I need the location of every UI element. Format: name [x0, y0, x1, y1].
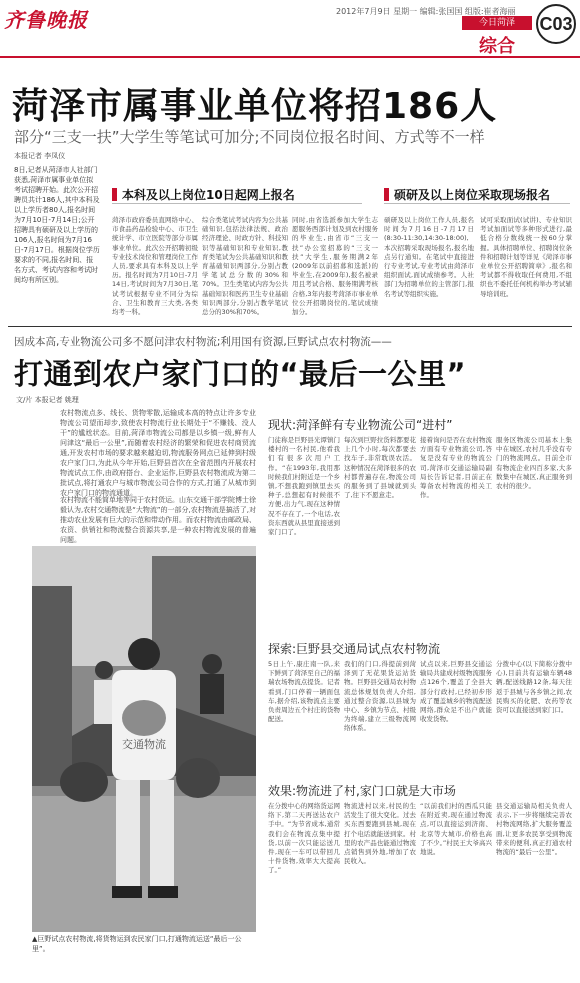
- photo-van-text: 交通物流: [122, 738, 166, 751]
- story1-column: 试可采取面试(试讲)、专业知识考试加面试等多种形式进行,最低合格分数线统一按60分掌握。具体招聘单位、招聘岗位条件和招聘计划等详见《菏泽市事业单位公开招聘简章》,报名和考试都不得收取任何费用,不组织也不委托任何机构举办考试辅导培训班。: [480, 216, 572, 298]
- story2-column: 服务区物流公司基本上集中在城区,农村几乎没有专门的物流网点。目前全市有物流企业四百多家,大多数集中在城区,真正服务到农村的很少。: [496, 436, 572, 491]
- story2-column: 县交通运输局相关负责人表示,下一步将继续完善农村物流网络,扩大服务覆盖面,让更多农民享受到物流带来的便利,真正打通农村物流的“最后一公里”。: [496, 802, 572, 857]
- story2-headline: 打通到农户家门口的“最后一公里”: [14, 357, 467, 391]
- story1-box2-title: 硕研及以上岗位采取现场报名: [384, 186, 570, 204]
- story2-column: 每次到巨野拉货料都要花上几个小时,每次都要去找车子,非常耽误农活。这种情况在菏泽很多的农村都普遍存在,物流公司的服务到了县城就到头了,往下不愿意走。: [344, 436, 416, 500]
- story1-subhead: 部分“三支一扶”大学生等笔试可加分;不同岗位报名时间、方式等不一样: [14, 128, 485, 146]
- story2-column: 物流进村以来,村民的生活发生了很大变化。过去买东西要跑到县城,现在打个电话就能送到家。村里的农产品也能通过物流点销售到外地,增加了农民收入。: [344, 802, 416, 866]
- story2-column: 接着询问是否在农村物流方面有专业物流公司,答复是没有专业的物流公司,菏泽市交通运输局副局长告诉记者,目前正在筹备农村物流的相关工作。: [420, 436, 492, 500]
- dateline: 2012年7月9日 星期一 编辑:张国国 组版:崔者海丽: [336, 7, 516, 16]
- story2-kicker: 因成本高,专业物流公司多不愿问津农村物流;利用国有资源,巨野试点农村物流——: [14, 336, 392, 348]
- section-title: 综合: [479, 36, 515, 57]
- story1-lead: 8日,记者从菏泽市人社部门获悉,菏泽市属事业单位拟考试招聘开始。此次公开招聘员共计186人,其中本科及以上学历者80人,报名时间为7月10日-7月14日;公开招聘具有硕研及以上学历的106人,报名时间为7月16日-7月17日。根据岗位学历要求的不同,报名时间、报名方式、考试内容和考试时间均有所区别。: [14, 166, 100, 284]
- story2-column: 分拨中心(以下简称分拨中心),目前共有运输车辆48辆,配送线路12条,每天往返于县城与各乡镇之间,农民购买的化肥、农药等农资可以直接送到家门口。: [496, 660, 572, 715]
- story2-subhead-status: 现状:菏泽鲜有专业物流公司“进村”: [268, 418, 453, 432]
- story2-column: 门徒称是巨野县光谭镇门楼村的一名村民,他看我们有很多次用户工作。“在1993年,我用那时候我们村附近是一个乡镇,不想我跑到镇里去买种子,总想起有时候很不方便,出力气,现在这种情况不存在了,一个电话,农资东西就从县里直接送到家门口了。: [268, 436, 340, 537]
- story2-intro: 农村物流点多、线长、货物零散,运输成本高的特点让许多专业物流公司望而却步,致使农村物流行业长期处于“不赚钱、没人干”的尴尬状态。目前,菏泽市物流公司都是以乡镇一级,鲜有人问津这“最后一公里”,而随着农村经济的繁荣和促进农村商贸流通,开发农村市场的要求越来越迫切,物流服务网点已延伸到村级农户家门口,为此从今年开始,巨野县首次在全省范围内开展农村物流试点工作,由政府搭台、企业运作,巨野县农村物流成为第二批试点,将打通农户与城市物流公司合作的方式,打通了从城市到农户家门口的物流通道。: [60, 409, 256, 497]
- newspaper-logo: 齐鲁晚报: [4, 8, 88, 32]
- story1-column: 同时,由省选派参加大学生志愿服务西部计划及到农村服务的毕业生,由省市“三支一扶”办公室招募的“三支一扶”大学生,服务期满2年(2009年以前招募和选派)的毕业生,在2009年),报名被录用且考试合格、服务期满考核合格,3年内报考菏泽市事业单位公开招聘岗位的,笔试成绩加分。: [292, 216, 378, 317]
- story1-column: 硕研及以上岗位工作人员,报名时间为7月16日-7月17日(8:30-11:30,14:30-18:00),本次招聘采取现场报名,报名地点另行通知。在笔试中直接进行专业考试,专业考试由菏泽市组织面试,面试成绩参考。人社部门为招聘单位的主管部门,报名考试等组织实施。: [384, 216, 474, 298]
- story2-column: 在分拨中心的网络货运网络下,第二天再送达农户手中。“为节省成本,通常我们会在物流点集中提货,以前一次只能运送几件,现在一车可以带回几十件货物,效率大大提高了。”: [268, 802, 340, 875]
- story2-column: 我们的门口,得提前到菏泽到了无花果货运站货物。巨野县交通局农村物流总体规划负责人介绍,通过整合资源,以县城为中心、乡镇为节点、村级为终端,建立三级物流网络体系。: [344, 660, 416, 733]
- section-tag: 今日菏泽: [462, 16, 532, 30]
- story1-column: 菏泽市政府委员直网络中心、市食品药品检验中心、市卫生统计学、市立医院等部分市属事业单位。此次公开招聘初级专业技术岗位和管理岗位工作人员,要求具有本科及以上学历。报名时间为7月10日-7月14日,考试时间为7月30日,笔试考试根据专业不同分为综合、卫生和教育三大类,各类均考一科。: [112, 216, 198, 317]
- story2-subhead-explore: 探索:巨野县交通局试点农村物流: [268, 642, 441, 656]
- story1-box1-title: 本科及以上岗位10日起网上报名: [112, 186, 362, 204]
- story1-column: 综合类笔试考试内容为公共基础知识,包括法律法规、政治经济理论、时政方针、科技知识等基础知识和专业知识,教育类笔试为公共基础知识和教育基础知识两部分,分别占教学笔试总分数的30%和70%。卫生类笔试内容为公共基础知识和医药卫生专业基础知识两部分,分别占教学笔试总分的30%和70%。: [202, 216, 288, 317]
- story2-column: 5日上午,康庄南一队,来下鲜到了菏泽至自己的福瑞农场物流点提货。记者看到,门口停着一辆面包车,据介绍,该物流点主要负责周边五个村庄的货物配送。: [268, 660, 340, 724]
- story1-byline: 本报记者 李凤仪: [14, 152, 66, 160]
- photo-caption: ▲巨野试点农村物流,将货物运到农民家门口,打通物流运送“最后一公里”。: [32, 935, 242, 953]
- page-number: C03: [536, 4, 576, 44]
- story2-intro2: 农村物流不能简单地等同于农村货运。山东交通干部学院博士徐毅认为,农村交通物流是“大物流”的一部分,农村物流是搞活了,对推动农业发展有巨大的示范和带动作用。而农村物流由邮政局、农资、供销社和物流整合资源共享,是一种农村物流发展的普遍问题。: [60, 496, 256, 544]
- story1-headline: 菏泽市属事业单位将招186人: [12, 86, 498, 127]
- story2-column: 试点以来,巨野县交通运输局共建成村级物流服务点126个,覆盖了全县大部分行政村,已经初步形成了覆盖城乡的物流配送网络,群众足不出户就能收发货物。: [420, 660, 492, 724]
- delivery-photo: [32, 546, 256, 932]
- section-divider: [8, 326, 572, 327]
- story2-column: “以前我们村的西瓜只能在附近卖,现在通过物流点,可以直接运到济南、北京等大城市,价格也高了不少。”村民王大爷高兴地说。: [420, 802, 492, 857]
- story2-subhead-effect: 效果:物流进了村,家门口就是大市场: [268, 784, 456, 798]
- story2-byline: 文/片 本报记者 姚理: [16, 396, 79, 404]
- masthead: [0, 0, 580, 58]
